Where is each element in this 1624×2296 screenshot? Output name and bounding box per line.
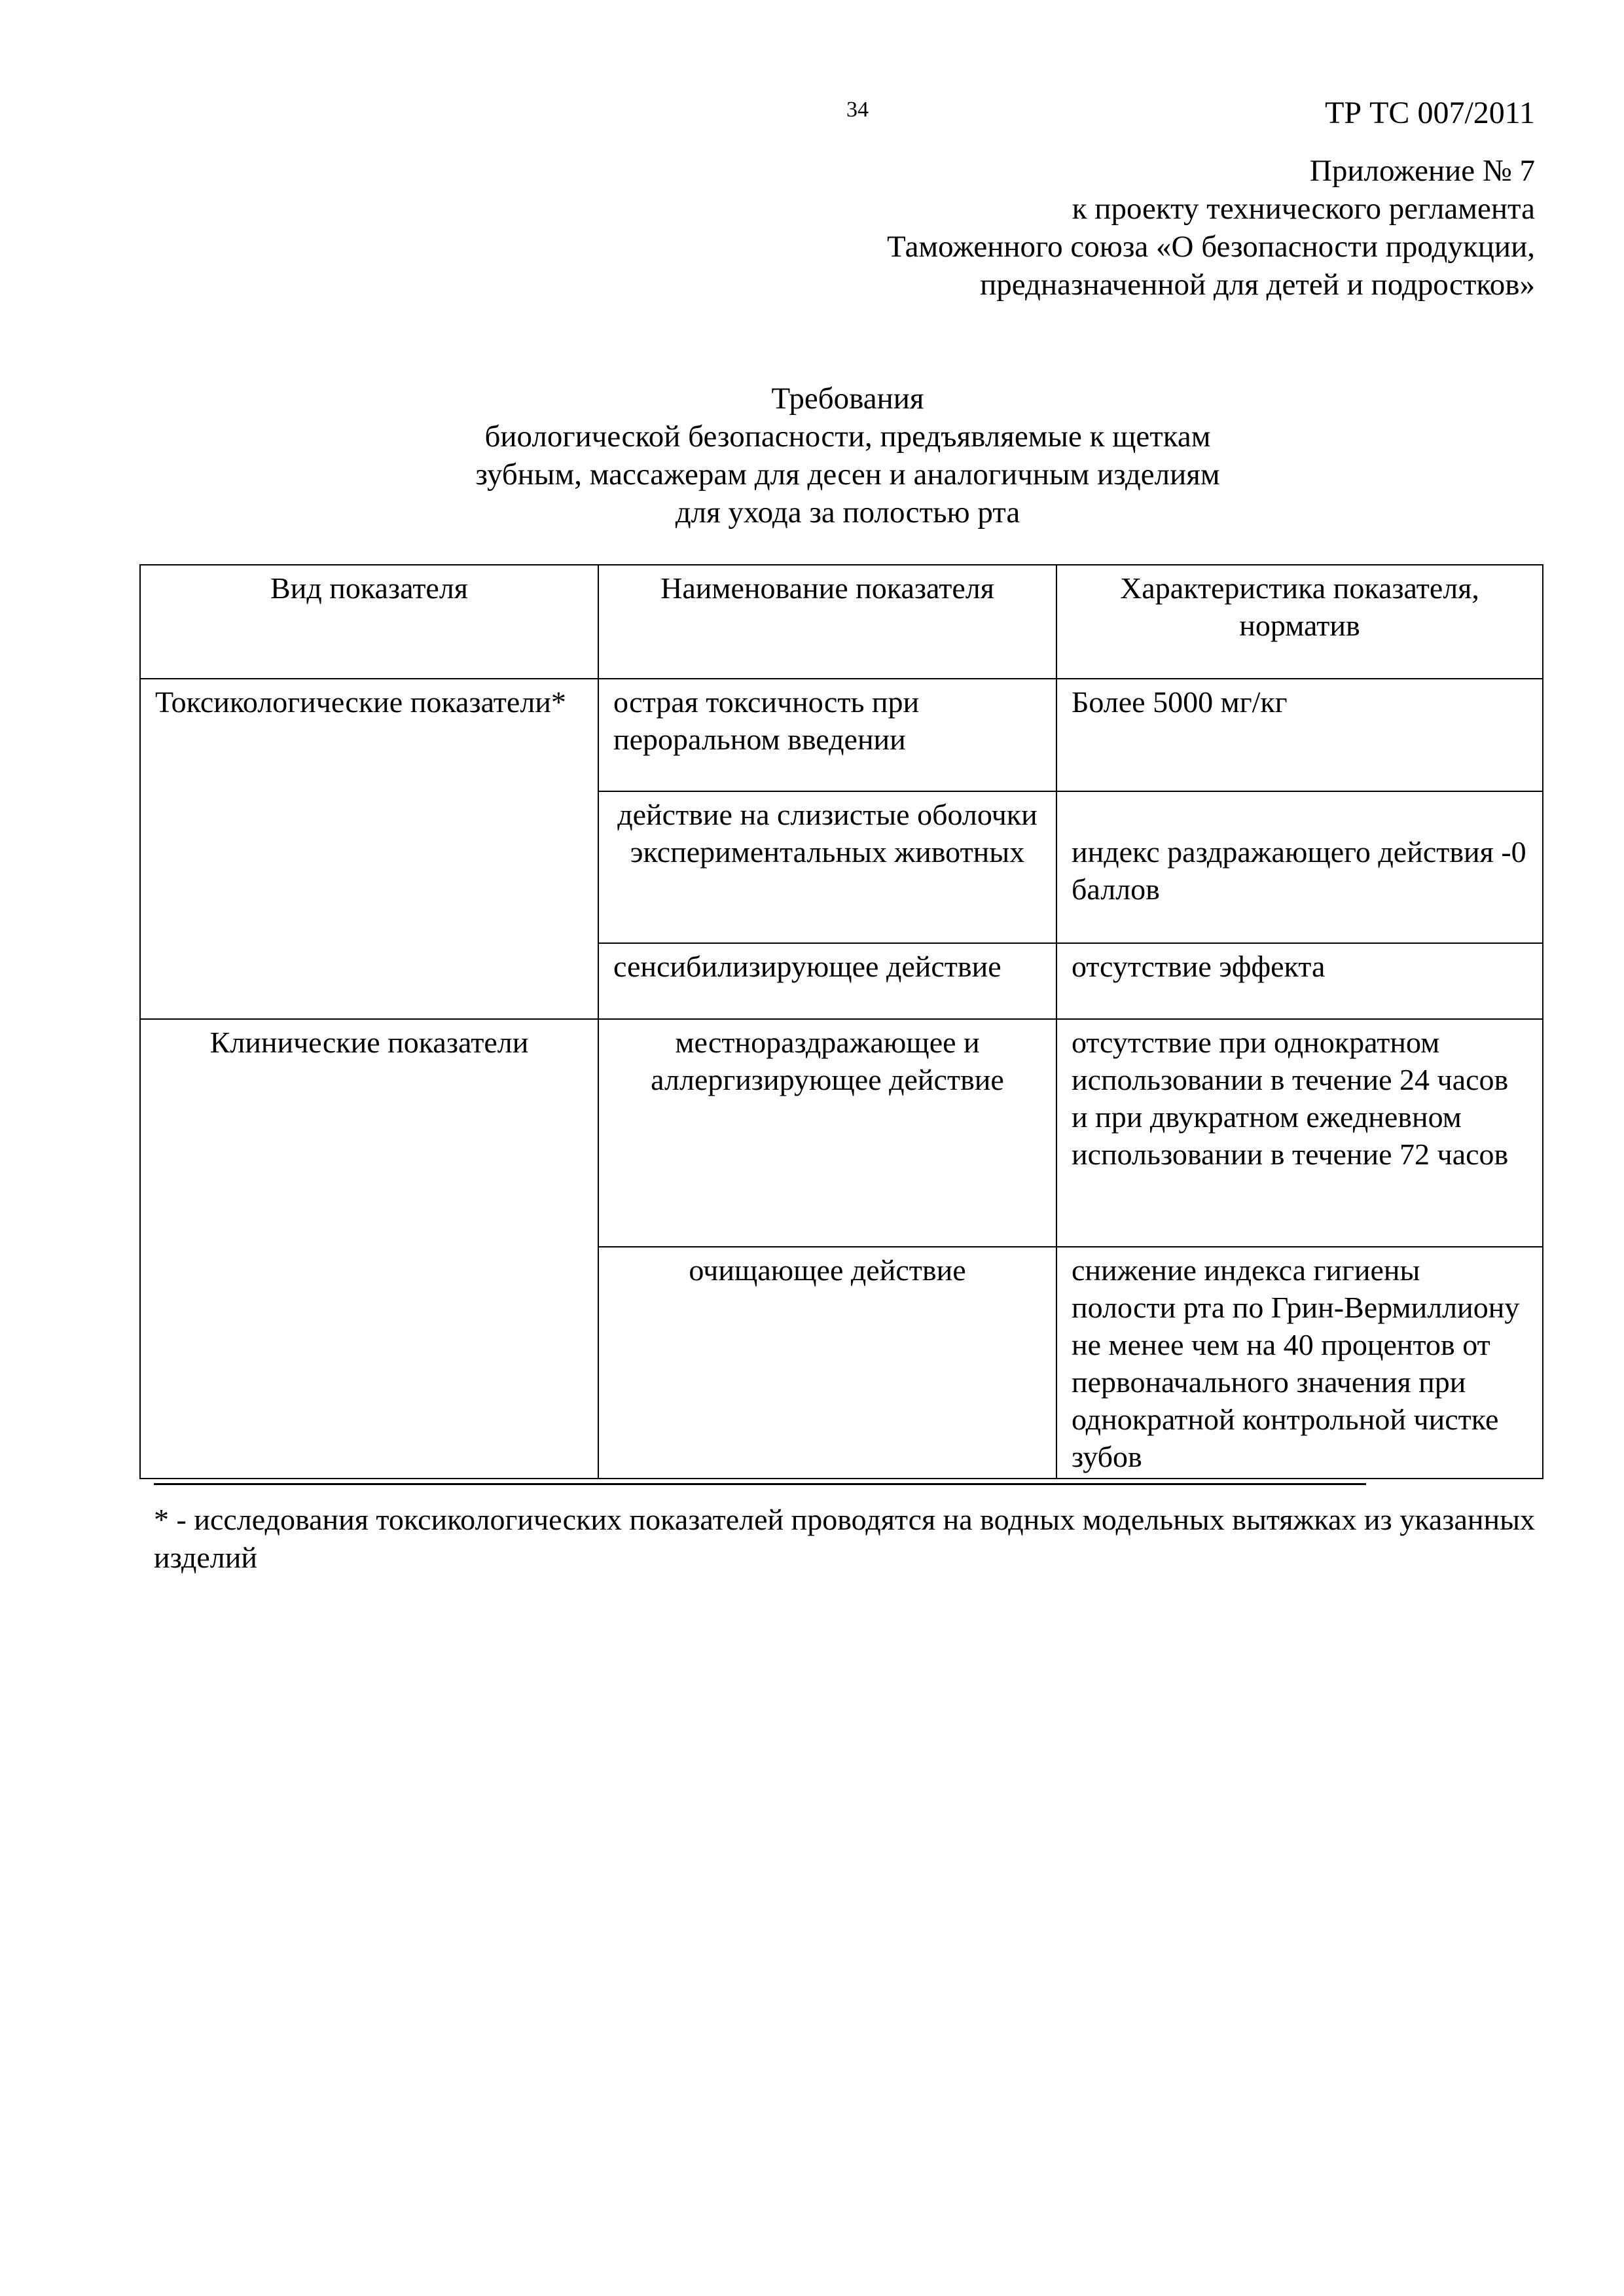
- indicator-name-cell: сенсибилизирующее действие: [598, 943, 1056, 1019]
- category-cell: Клинические показатели: [140, 1019, 598, 1479]
- page-number: 34: [846, 98, 869, 122]
- indicator-value-cell: [1056, 791, 1543, 943]
- indicator-value-cell: снижение индекса гигиены полости рта по Грин-Вермиллиону не менее чем на 40 процентов от первоначального значения при однократной контрольной чистке зубов: [1056, 1247, 1543, 1479]
- indicator-name-cell: местнораздражающее и аллергизирующее действие: [598, 1019, 1056, 1247]
- appendix-heading: [720, 152, 1535, 304]
- document-code: ТР ТС 007/2011: [1325, 96, 1535, 130]
- indicator-name-cell: действие на слизистые оболочки экспериментальных животных: [598, 791, 1056, 943]
- document-title: [262, 380, 1434, 531]
- indicator-name-cell: очищающее действие: [598, 1247, 1056, 1479]
- title-line: Требования: [771, 382, 924, 416]
- category-cell: Токсикологические показатели*: [140, 679, 598, 1019]
- table-row: [140, 679, 1543, 791]
- title-line: биологической безопасности, предъявляемые к щеткам: [484, 420, 1211, 454]
- footnote: * - исследования токсикологических показателей проводятся на водных модельных вытяжках из указанных изделий: [154, 1503, 1535, 1574]
- table-row: [140, 1019, 1543, 1247]
- appendix-line: Приложение № 7: [1309, 154, 1535, 188]
- indicator-value-cell: Более 5000 мг/кг: [1056, 679, 1543, 791]
- appendix-line: предназначенной для детей и подростков»: [980, 268, 1535, 302]
- indicator-value-cell: отсутствие эффекта: [1056, 943, 1543, 1019]
- appendix-line: Таможенного союза «О безопасности продукции,: [887, 230, 1535, 264]
- footnote-divider: [154, 1483, 1366, 1485]
- appendix-line: к проекту технического регламента: [1072, 192, 1535, 226]
- indicator-value-cell: отсутствие при однократном использовании в течение 24 часов и при двукратном ежедневном использовании в течение 72 часов: [1056, 1019, 1543, 1247]
- title-line: зубным, массажерам для десен и аналогичным изделиям: [475, 457, 1220, 492]
- header-indicator-characteristic: Характеристика показателя, норматив: [1056, 565, 1543, 679]
- title-line: для ухода за полостью рта: [675, 495, 1020, 529]
- header-indicator-type: Вид показателя: [140, 565, 598, 679]
- requirements-table: [139, 564, 1543, 1479]
- indicator-value-text: индекс раздражающего действия -0 баллов: [1072, 835, 1526, 906]
- table-header-row: [140, 565, 1543, 679]
- indicator-name-cell: острая токсичность при пероральном введении: [598, 679, 1056, 791]
- header-indicator-name: Наименование показателя: [598, 565, 1056, 679]
